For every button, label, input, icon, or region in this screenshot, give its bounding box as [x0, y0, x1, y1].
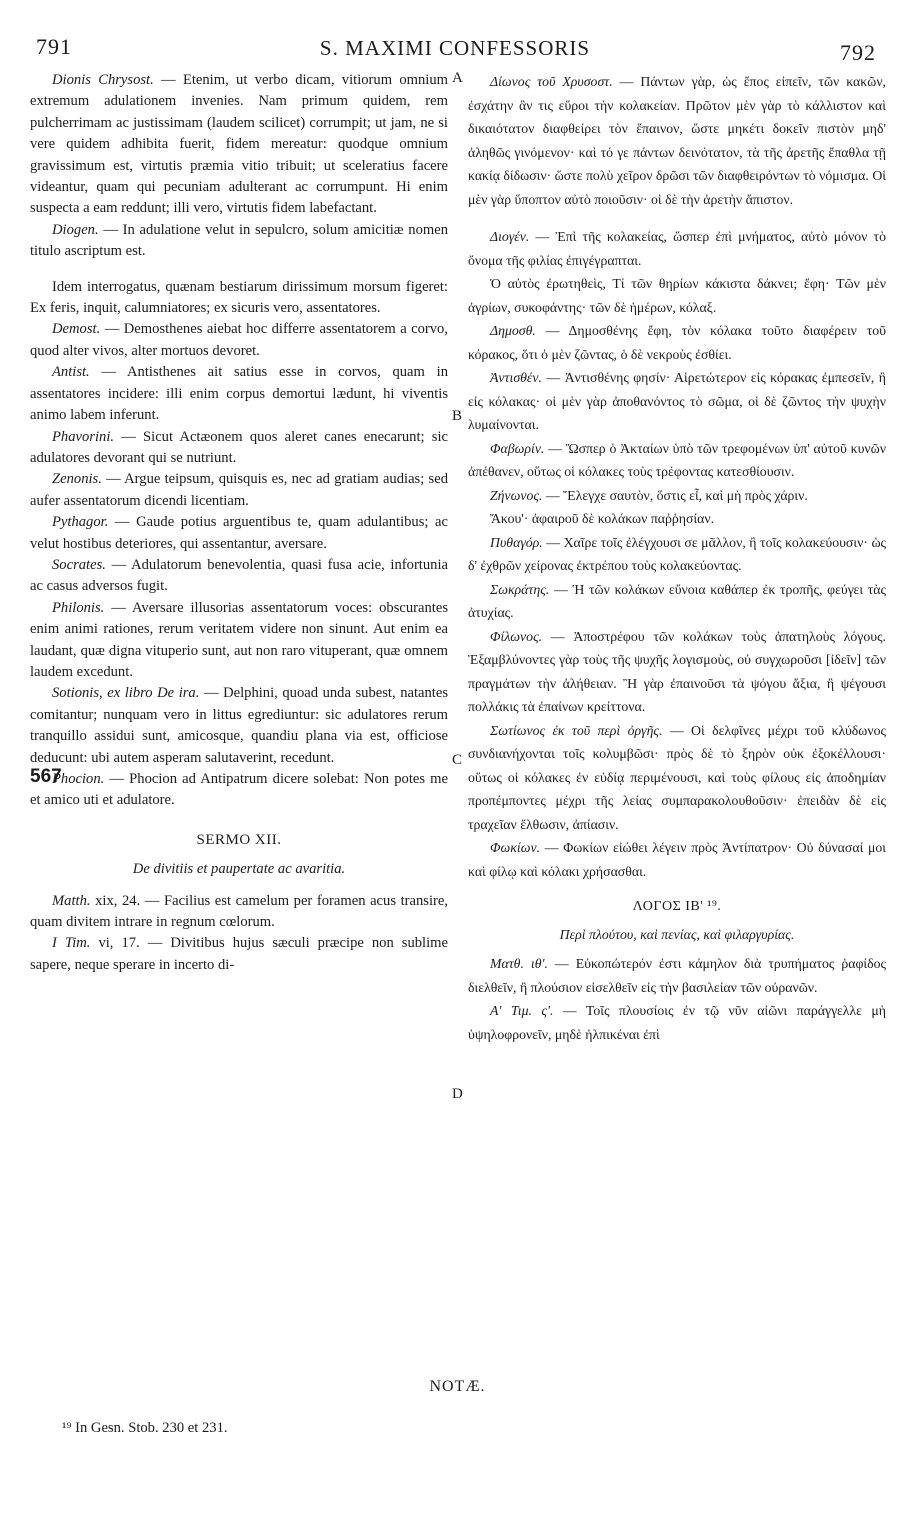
- paragraph-text: — Ἀποστρέφου τῶν κολάκων τοὺς ἀπατηλοὺς λόγους. Ἐξαμβλύνοντες γὰρ τοὺς τῆς ψυχῆς λογισμοὺς, οὐ συγχωροῦσι [ἰδεῖν] τῶν πραγμάτων τὴν ἀλήθειαν. Ἢ γὰρ ἐπαινοῦσι τὰ ψόγου ἄξια, ἢ ψέγουσι πολλάκις τὰ ἐπαίνων κρείττονα.: [468, 628, 886, 714]
- paragraph: [468, 719, 886, 837]
- paragraph: [30, 277, 448, 320]
- greek-column: [468, 70, 886, 1046]
- paragraph: [30, 427, 448, 470]
- source-label: Sotionis, ex libro De ira.: [52, 685, 200, 702]
- paragraph: [30, 319, 448, 362]
- paragraph-text: — Delphini, quoad unda subest, natantes comitantur; nunquam vero in littus egrediuntur: sic adulatores rerum tranquillo assidui sunt, amicosque, quandiu plana via est, officiose deducunt: ubi autem asperam salutaverint, recedunt.: [30, 685, 449, 766]
- paragraph: [30, 891, 448, 934]
- sermo-title: SERMO XII.: [196, 831, 282, 848]
- paragraph: [468, 625, 886, 719]
- source-label: Φίλωνος.: [490, 628, 543, 644]
- source-label: I Tim.: [52, 935, 91, 952]
- source-label: Ζήνωνος.: [490, 487, 543, 503]
- source-label: Πυθαγόρ.: [490, 534, 543, 550]
- source-label: Ἀντισθέν.: [490, 370, 542, 385]
- paragraph: [468, 484, 886, 508]
- paragraph: [468, 437, 886, 484]
- paragraph: [468, 225, 886, 272]
- paragraph: [468, 507, 886, 531]
- source-label: Δίωνος τοῦ Χρυσοστ.: [490, 74, 613, 89]
- paragraph-text: — In adulatione velut in sepulcro, solum amicitiæ nomen titulo ascriptum est.: [30, 221, 448, 260]
- source-label: Philonis.: [52, 599, 105, 616]
- page-number-right: 792: [840, 40, 876, 65]
- paragraph-text: — Χαῖρε τοῖς ἐλέγχουσι σε μᾶλλον, ἢ τοῖς κολακεύουσιν· ὡς δ' ἐχθρῶν χείρονας ἐκτρέπου τοὺς κολακεύοντας.: [468, 534, 886, 573]
- paragraph: [30, 555, 448, 598]
- source-label: Socrates.: [52, 556, 106, 573]
- paragraph: [468, 999, 886, 1046]
- source-label: Antist.: [52, 364, 90, 381]
- source-label: Φωκίων.: [490, 840, 541, 855]
- paragraph: [30, 683, 448, 769]
- source-label: Δημοσθ.: [490, 323, 536, 338]
- paragraph-text: — Ἡ τῶν κολάκων εὔνοια καθάπερ ἐκ τροπῆς, φεύγει τὰς ἀτυχίας.: [468, 581, 886, 620]
- paragraph-text: Ἄκου'· ἀφαιροῦ δὲ κολάκων παῤῥησίαν.: [490, 511, 715, 526]
- paragraph-text: — Εὐκοπώτερόν ἐστι κάμηλον διὰ τρυπήματος ῥαφίδος διελθεῖν, ἢ πλούσιον εἰσελθεῖν εἰς τὴν βασιλείαν τῶν οὐρανῶν.: [468, 956, 886, 995]
- source-label: Diogen.: [52, 221, 99, 238]
- paragraph-text: Ὁ αὐτὸς ἐρωτηθεὶς, Τί τῶν θηρίων κάκιστα δάκνει; ἔφη· Τῶν μὲν ἀγρίων, συκοφάντης· τῶν δὲ ἡμέρων, κόλαξ.: [468, 276, 886, 315]
- source-label: Σωκράτης.: [490, 581, 550, 597]
- source-label: Α' Τιμ. ς'.: [490, 1003, 554, 1018]
- paragraph: [30, 70, 448, 220]
- source-label: Dionis Chrysost.: [52, 72, 154, 88]
- paragraph-text: — Δημοσθένης ἔφη, τὸν κόλακα τοῦτο διαφέρειν τοῦ κόρακος, ὅτι ὁ μὲν ζῶντας, ὁ δὲ νεκροὺς ἐσθίει.: [468, 323, 886, 362]
- paragraph: [468, 578, 886, 625]
- paragraph-text: xix, 24. — Facilius est camelum per foramen acus transire, quam divitem intrare in regnum cœlorum.: [30, 892, 448, 931]
- paragraph-text: — Aversare illusorias assentatorum voces: obscurantes enim animi rationes, rerum veritatem videre non sinunt. Aut enim ea laudant, quæ digna vituperio sunt, aut non raro vituperant, quæ omnem laudem excedunt.: [30, 599, 448, 680]
- paragraph: [30, 220, 448, 263]
- paragraph: [468, 366, 886, 437]
- paragraph: [468, 319, 886, 366]
- paragraph-text: — Argue teipsum, quisquis es, nec ad gratiam audias; sed aufer assentatorum dicendi licentiam.: [30, 471, 448, 509]
- source-label: Phavorini.: [52, 428, 115, 445]
- latin-column: [30, 70, 448, 976]
- paragraph-text: — Ἔλεγχε σαυτὸν, ὅστις εἶ, καὶ μὴ πρὸς χάριν.: [542, 487, 808, 503]
- paragraph: [468, 836, 886, 883]
- sermo-subtitle: De divitiis et paupertate ac avaritia.: [132, 861, 346, 878]
- paragraph-text: — Demosthenes aiebat hoc differre assentatorem a corvo, quod alter vivos, alter mortuos devoret.: [30, 321, 448, 359]
- paragraph: [30, 598, 448, 684]
- page-header: [30, 34, 880, 66]
- page-number-left: 791: [36, 34, 72, 59]
- paragraph: [30, 512, 448, 555]
- source-label: Zenonis.: [52, 471, 102, 488]
- paragraph-text: — Phocion ad Antipatrum dicere solebat: Non potes me et amico uti et adulatore.: [30, 771, 448, 809]
- source-label: Ματθ. ιθ'.: [490, 956, 548, 971]
- margin-page-number: 567: [30, 766, 62, 787]
- paragraph-text: — Πάντων γὰρ, ὡς ἔπος εἰπεῖν, τῶν κακῶν, ἐσχάτην ἂν τις εὕροι τὴν κολακείαν. Πρῶτον μὲν γὰρ τὸ κάλλιστον καὶ δικαιότατον διαφθείρει τὸν ἔπαινον, ὥστε μηκέτι δοκεῖν πιστὸν μηδ' ἀληθῶς γινόμενον· καὶ τό γε πάντων δεινότατον, τὰ τῆς ἀρετῆς ἔπαθλα τῇ κακίᾳ δίδωσιν· ὥστε πολὺ χεῖρον δρῶσι τῶν διαφθειρόντων τὸ νόμισμα. Οἱ μὲν γὰρ ὕποπτον αὐτὸ ποιοῦσιν· οἱ δὲ τὴν ἀρετὴν ἄπιστον.: [468, 74, 887, 207]
- paragraph: [468, 70, 886, 211]
- paragraph-text: — Τοῖς πλουσίοις ἐν τῷ νῦν αἰῶνι παράγγελλε μὴ ὑψηλοφρονεῖν, μηδὲ ἠλπικέναι ἐπὶ: [468, 1003, 886, 1042]
- source-label: Matth.: [52, 892, 91, 909]
- source-label: Φαβωρίν.: [490, 440, 545, 456]
- paragraph-text: — Antisthenes ait satius esse in corvos, quam in assentatores incidere: illi enim corpus demortui lædunt, hi viventis animo labem inferunt.: [30, 364, 448, 424]
- paragraph-text: — Ὥσπερ ὁ Ἀκταίων ὑπὸ τῶν τρεφομένων ὑπ' αὐτοῦ κυνῶν ἀπέθανεν, οὕτως οἱ κόλακες τοὺς τρέφοντας κατεσθίουσιν.: [468, 440, 886, 479]
- source-label: Demost.: [52, 321, 101, 338]
- paragraph-text: — Adulatorum benevolentia, quasi fusa acie, infortunia ac casus adversos fugit.: [30, 556, 448, 595]
- section-marker-a: A: [452, 70, 463, 86]
- paragraph-text: — Etenim, ut verbo dicam, vitiorum omnium extremum adulationem invenies. Nam primum quidem, rem pulcherrimam ac justissimam (laudem scilicet) corrumpit; ut jam, ne si vere quidem adhibita fuerit, fidem mereatur: quodque omnium gravissimum est, virtutis præmia vitio tribuit; ut sceleratius facere videantur, quam qui pecuniam adulterant ac corrumpunt. Hi enim suspecta a eam reddunt; illi vero, virtutis fidem labefactant.: [30, 72, 448, 217]
- running-title: S. MAXIMI CONFESSORIS: [319, 36, 591, 60]
- paragraph: [30, 933, 448, 976]
- paragraph-text: Idem interrogatus, quænam bestiarum dirissimum morsum figeret: Ex feris, inquit, calumniatores; ex sicuris vero, assentatores.: [30, 278, 448, 317]
- paragraph: [468, 272, 886, 319]
- section-marker-b: B: [452, 408, 463, 424]
- notes-heading: NOTÆ.: [429, 1378, 486, 1395]
- paragraph: [468, 531, 886, 578]
- paragraph-text: — Οἱ δελφῖνες μέχρι τοῦ κλύδωνος συνδιανήχονται τοῖς κολυμβῶσι· πρὸς δὲ τὸ ξηρὸν οὐκ ἐξοκέλλουσι· οὕτως οἱ κόλακες ἐν εὐδίᾳ περιμένουσι, καὶ τοὺς φίλους εἰς ἀποδημίαν προπέμποντες μέχρι τῆς λείας συμπαρακολουθοῦσιν· ἐπειδὰν δὲ εἰς τραχεῖαν ἔλθωσιν, ἀπίασιν.: [468, 722, 886, 832]
- paragraph-text: — Φωκίων εἰώθει λέγειν πρὸς Ἀντίπατρον· Οὐ δύνασαί μοι καὶ φίλῳ καὶ κόλακι χρήσασθαι.: [468, 840, 886, 879]
- source-label: Σωτίωνος ἐκ τοῦ περὶ ὀργῆς.: [490, 722, 663, 738]
- section-marker-d: D: [452, 1086, 463, 1102]
- logos-subtitle: Περὶ πλούτου, καὶ πενίας, καὶ φιλαργυρίας.: [559, 926, 795, 942]
- paragraph: [30, 469, 448, 512]
- paragraph: [30, 362, 448, 426]
- paragraph-text: — Gaude potius arguentibus te, quam adulantibus; ac velut hostibus deteriores, qui assentantur, aversare.: [30, 514, 448, 552]
- paragraph: [30, 769, 448, 812]
- paragraph-text: — Ἐπὶ τῆς κολακείας, ὥσπερ ἐπὶ μνήματος, αὐτὸ μόνον τὸ ὄνομα τῆς φιλίας ἐπιγέγραπται.: [468, 229, 886, 268]
- paragraph-text: vi, 17. — Divitibus hujus sæculi præcipe non sublime sapere, neque sperare in incerto di-: [30, 935, 448, 973]
- section-marker-c: C: [452, 752, 463, 768]
- footnote: ¹⁹ In Gesn. Stob. 230 et 231.: [62, 1420, 228, 1436]
- paragraph-text: — Sicut Actæonem quos aleret canes enecarunt; sic adulatores devorant qui se nutriunt.: [30, 428, 448, 466]
- logos-title: ΛΟΓΟΣ ΙΒ' ¹⁹.: [632, 899, 722, 914]
- source-label: Pythagor.: [52, 514, 109, 531]
- paragraph: [468, 952, 886, 999]
- paragraph-text: — Ἀντισθένης φησίν· Αἱρετώτερον εἰς κόρακας ἐμπεσεῖν, ἢ εἰς κόλακας· οἱ μὲν γὰρ ἀποθανόντος τὸ σῶμα, οἱ δὲ ζῶντος τὴν ψυχὴν λυμαίνονται.: [468, 370, 886, 432]
- source-label: Phocion.: [52, 771, 105, 787]
- source-label: Διογέν.: [490, 229, 530, 244]
